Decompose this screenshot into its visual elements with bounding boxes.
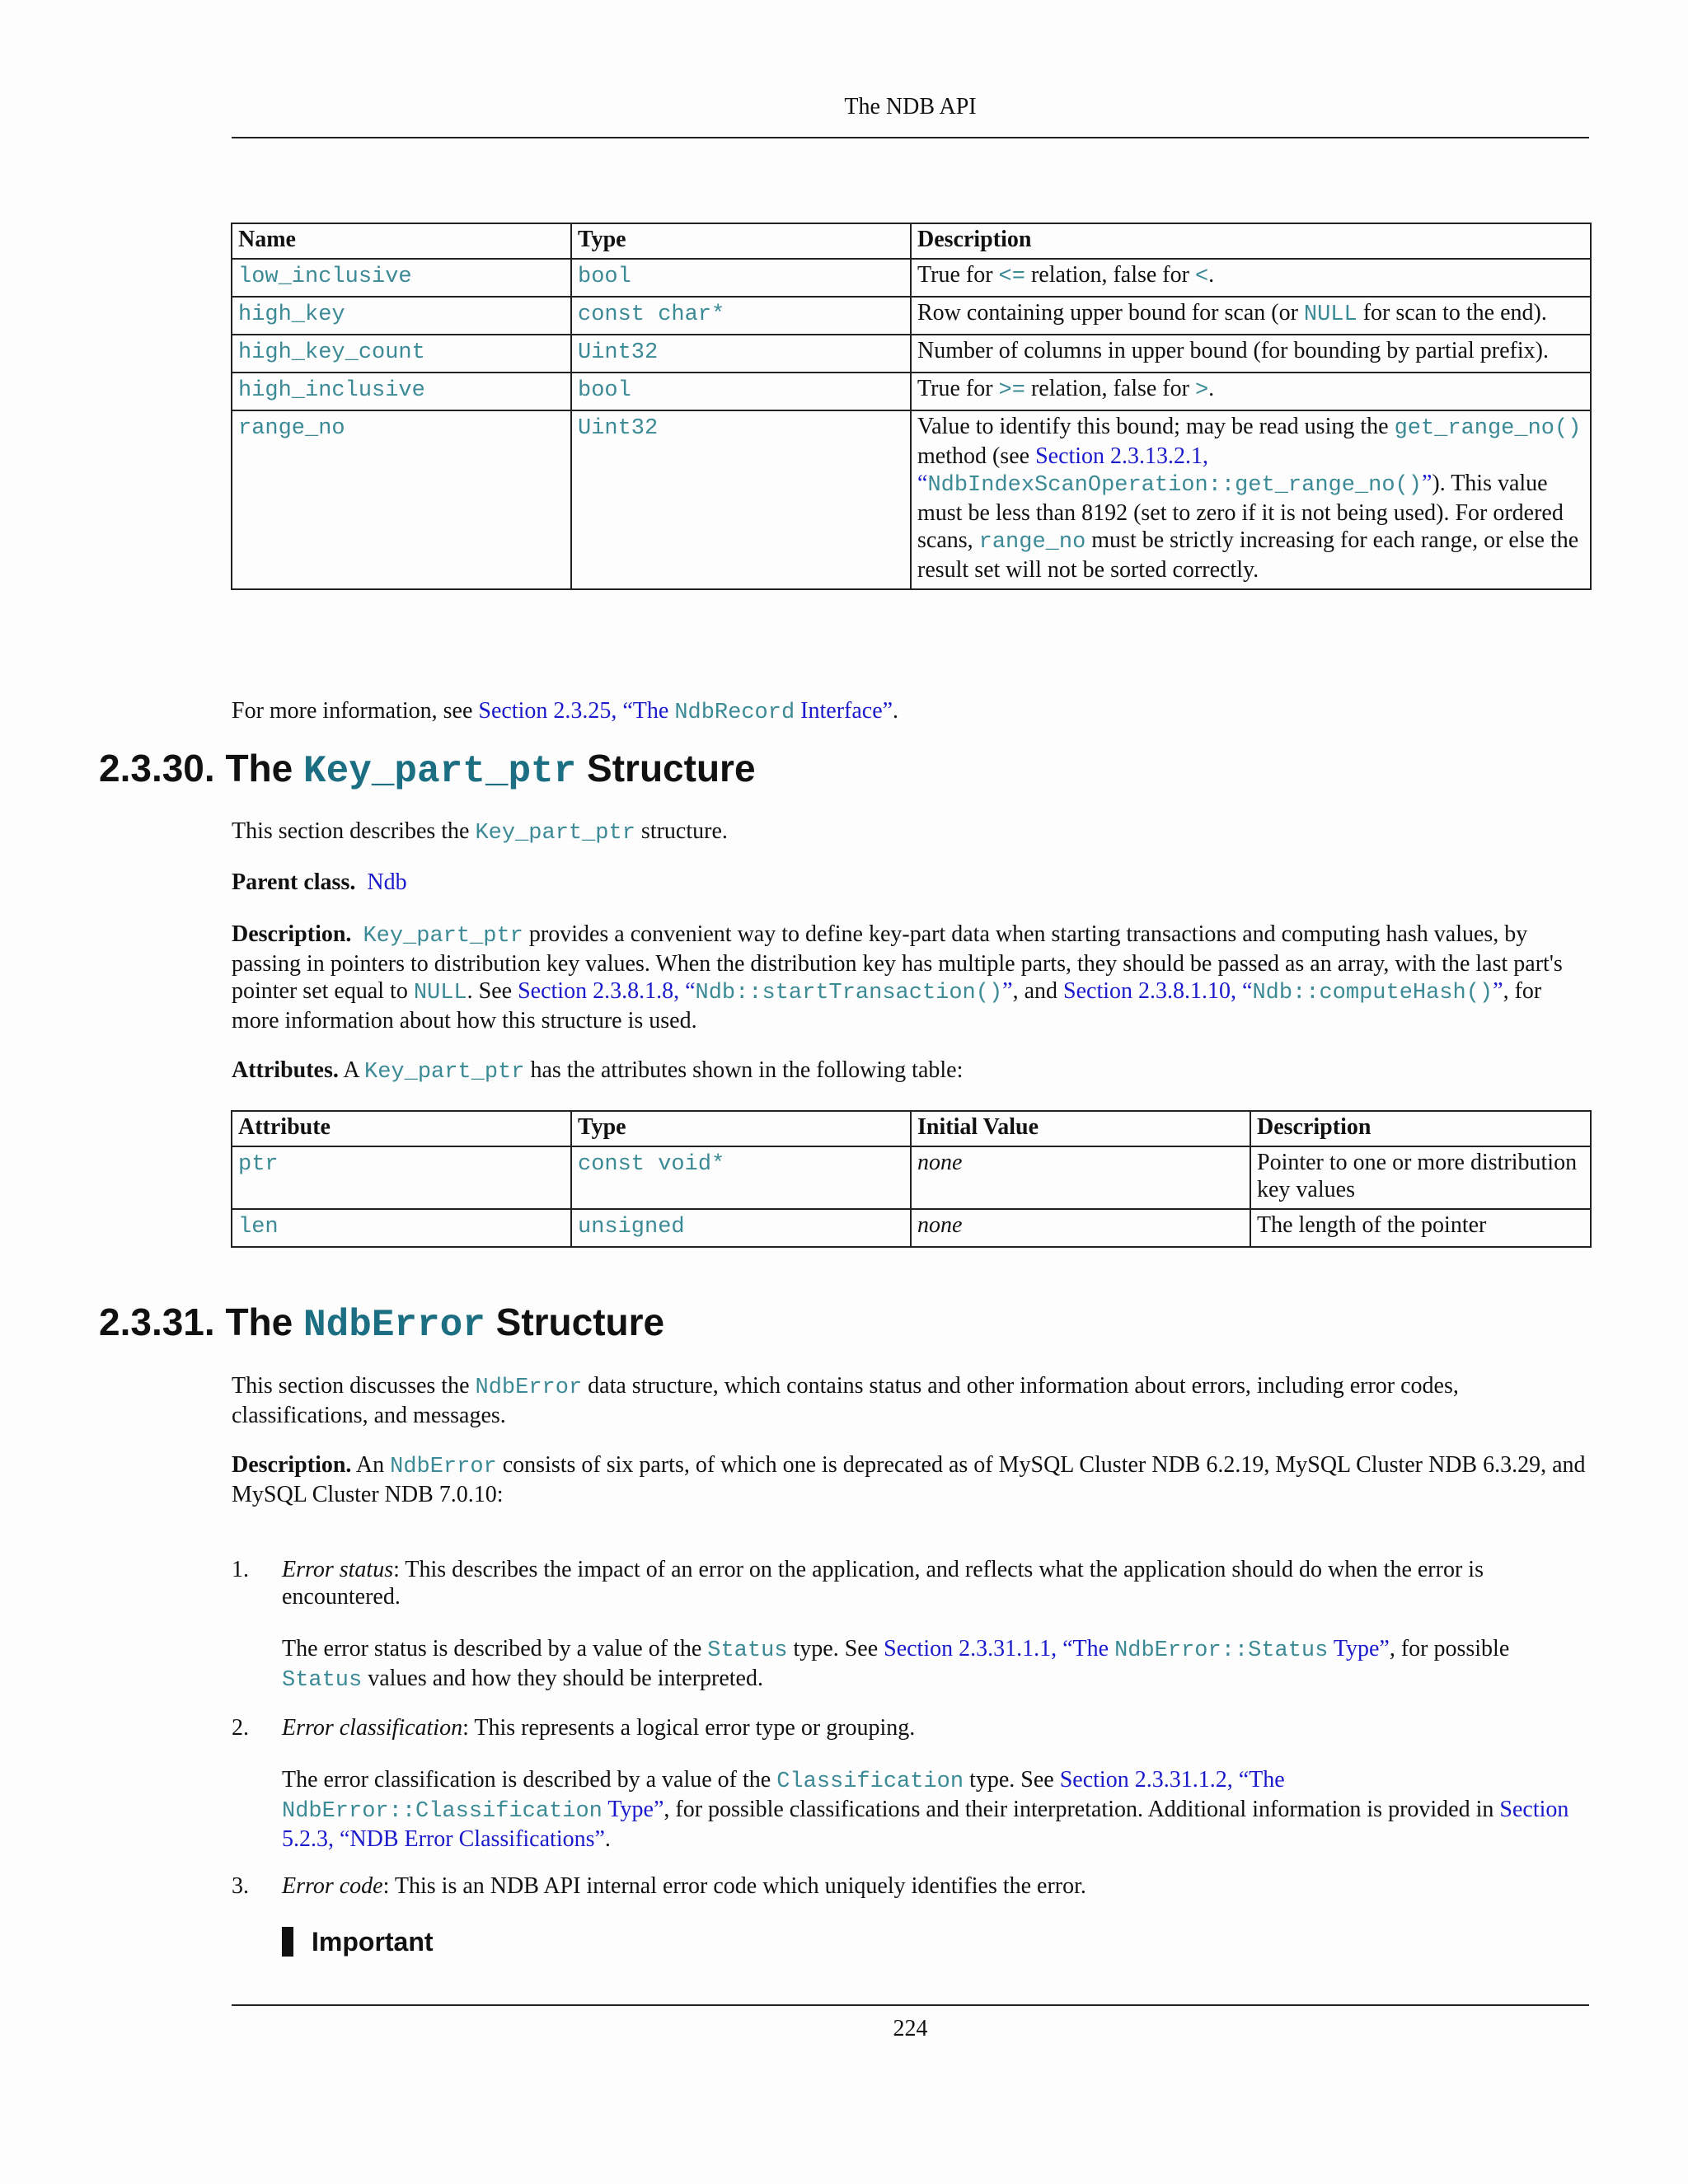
field-type: Uint32: [578, 340, 659, 365]
table-row: [232, 335, 1591, 373]
field-type: const char*: [578, 302, 725, 327]
column-header-type: Type: [571, 1111, 911, 1146]
error-classification-detail: The error classification is described by a value of the Classification type. See Section 2.3.31.1.2, “The NdbError::Classification Type”, for possible classifications and their interpretation. Additional information is provided in Section 5.2.3, “NDB Error Classifications”.: [282, 1767, 1569, 1852]
more-info-paragraph: For more information, see Section 2.3.25, “The NdbRecord Interface”.: [232, 698, 899, 725]
field-type: Uint32: [578, 416, 659, 441]
header-rule: [232, 137, 1589, 138]
ndberror-intro: This section discusses the NdbError data structure, which contains status and other information about errors, including error codes, classifications, and messages.: [232, 1373, 1459, 1428]
field-description: Value to identify this bound; may be read using the get_range_no() method (see Section 2.3.13.2.1, “NdbIndexScanOperation::get_range_no()”). This value must be less than 8192 (set to zero if it is not being used). For ordered scans, range_no must be strictly increasing for each range, or else the result set will not be sorted correctly.: [911, 410, 1591, 589]
attribute-type: unsigned: [578, 1215, 685, 1240]
ndberror-description: Description. An NdbError consists of six parts, of which one is deprecated as of MySQL Cluster NDB 6.2.19, MySQL Cluster NDB 6.3.29, and MySQL Cluster NDB 7.0.10:: [232, 1452, 1586, 1507]
important-callout: [282, 1925, 434, 1958]
attribute-name: ptr: [238, 1152, 279, 1177]
attribute-initial-value: none: [911, 1209, 1250, 1247]
compute-hash-link[interactable]: Section 2.3.8.1.10, “Ndb::computeHash()”: [1063, 978, 1503, 1005]
column-header-description: Description: [1250, 1111, 1591, 1146]
field-name: high_inclusive: [238, 378, 425, 403]
important-label: Important: [312, 1927, 434, 1957]
table-row: [232, 373, 1591, 410]
list-item-error-code: Error code: This is an NDB API internal error code which uniquely identifies the error.: [282, 1873, 1086, 1899]
table-header-row: [232, 1111, 1591, 1146]
page-number: 224: [893, 2016, 928, 2041]
page-header-title: The NDB API: [844, 94, 977, 120]
column-header-name: Name: [232, 223, 571, 259]
table-row: [232, 297, 1591, 335]
list-item-error-classification: Error classification: This represents a logical error type or grouping.: [282, 1715, 916, 1741]
attribute-name: len: [238, 1215, 279, 1240]
list-number: 1.: [232, 1557, 249, 1582]
table-row: [232, 1209, 1591, 1247]
attribute-type: const void*: [578, 1152, 725, 1177]
ndb-parent-link[interactable]: Ndb: [367, 869, 407, 895]
list-item-error-status: Error status: This describes the impact of an error on the application, and reflects what the application should do when the error is encountered.: [282, 1557, 1484, 1610]
section-heading-key-part-ptr: 2.3.30. The Key_part_ptr Structure: [99, 747, 756, 793]
column-header-attribute: Attribute: [232, 1111, 571, 1146]
list-number: 3.: [232, 1873, 249, 1899]
parent-class-paragraph: Parent class. Ndb: [232, 869, 407, 895]
section-heading-ndberror: 2.3.31. The NdbError Structure: [99, 1301, 665, 1347]
field-name: low_inclusive: [238, 265, 412, 289]
footer-rule: [232, 2004, 1589, 2006]
field-description: True for >= relation, false for >.: [911, 373, 1591, 410]
ndbrecord-interface-link[interactable]: Section 2.3.25, “The NdbRecord Interface”: [478, 698, 893, 725]
table-row: [232, 410, 1591, 589]
error-status-detail: The error status is described by a value of the Status type. See Section 2.3.31.1.1, “The NdbError::Status Type”, for possible Status values and how they should be interpreted.: [282, 1636, 1510, 1693]
field-type: bool: [578, 265, 631, 289]
field-name: range_no: [238, 416, 345, 441]
field-description: True for <= relation, false for <.: [911, 259, 1591, 297]
table-row: [232, 1146, 1591, 1209]
start-transaction-link[interactable]: Section 2.3.8.1.8, “Ndb::startTransaction()”: [518, 978, 1013, 1005]
ndb-error-classifications-link[interactable]: Section 5.2.3, “NDB Error Classifications”: [282, 1797, 1569, 1852]
field-name: high_key: [238, 302, 345, 327]
attribute-initial-value: none: [911, 1146, 1250, 1209]
status-type-link[interactable]: Section 2.3.31.1.1, “The NdbError::Status Type”: [884, 1636, 1390, 1663]
column-header-description: Description: [911, 223, 1591, 259]
attribute-description: The length of the pointer: [1250, 1209, 1591, 1247]
field-type: bool: [578, 378, 631, 403]
bounds-table: [231, 223, 1592, 590]
list-number: 2.: [232, 1715, 249, 1741]
table-header-row: [232, 223, 1591, 259]
key-part-ptr-attributes-table: [231, 1110, 1592, 1248]
key-part-ptr-description: Description. Key_part_ptr provides a convenient way to define key-part data when starting transactions and computing hash values, by passing in pointers to distribution key values. When the distribution key has multiple parts, they should be passed as an array, with the last part's pointer set equal to NULL. See Section 2.3.8.1.8, “Ndb::startTransaction()”, and Section 2.3.8.1.10, “Ndb::computeHash()”, for more information about how this structure is used.: [232, 921, 1563, 1033]
attribute-description: Pointer to one or more distribution key values: [1250, 1146, 1591, 1209]
attributes-paragraph: Attributes. A Key_part_ptr has the attributes shown in the following table:: [232, 1057, 964, 1085]
column-header-type: Type: [571, 223, 911, 259]
key-part-ptr-intro: This section describes the Key_part_ptr structure.: [232, 818, 728, 846]
column-header-initial-value: Initial Value: [911, 1111, 1250, 1146]
table-row: [232, 259, 1591, 297]
section-link-get-range-no[interactable]: Section 2.3.13.2.1, “NdbIndexScanOperation::get_range_no()”: [917, 443, 1432, 498]
field-name: high_key_count: [238, 340, 425, 365]
field-description: Number of columns in upper bound (for bounding by partial prefix).: [911, 335, 1591, 373]
classification-type-link[interactable]: Section 2.3.31.1.2, “The NdbError::Classification Type”: [282, 1767, 1285, 1824]
important-bar-icon: [282, 1927, 293, 1957]
field-description: Row containing upper bound for scan (or NULL for scan to the end).: [911, 297, 1591, 335]
